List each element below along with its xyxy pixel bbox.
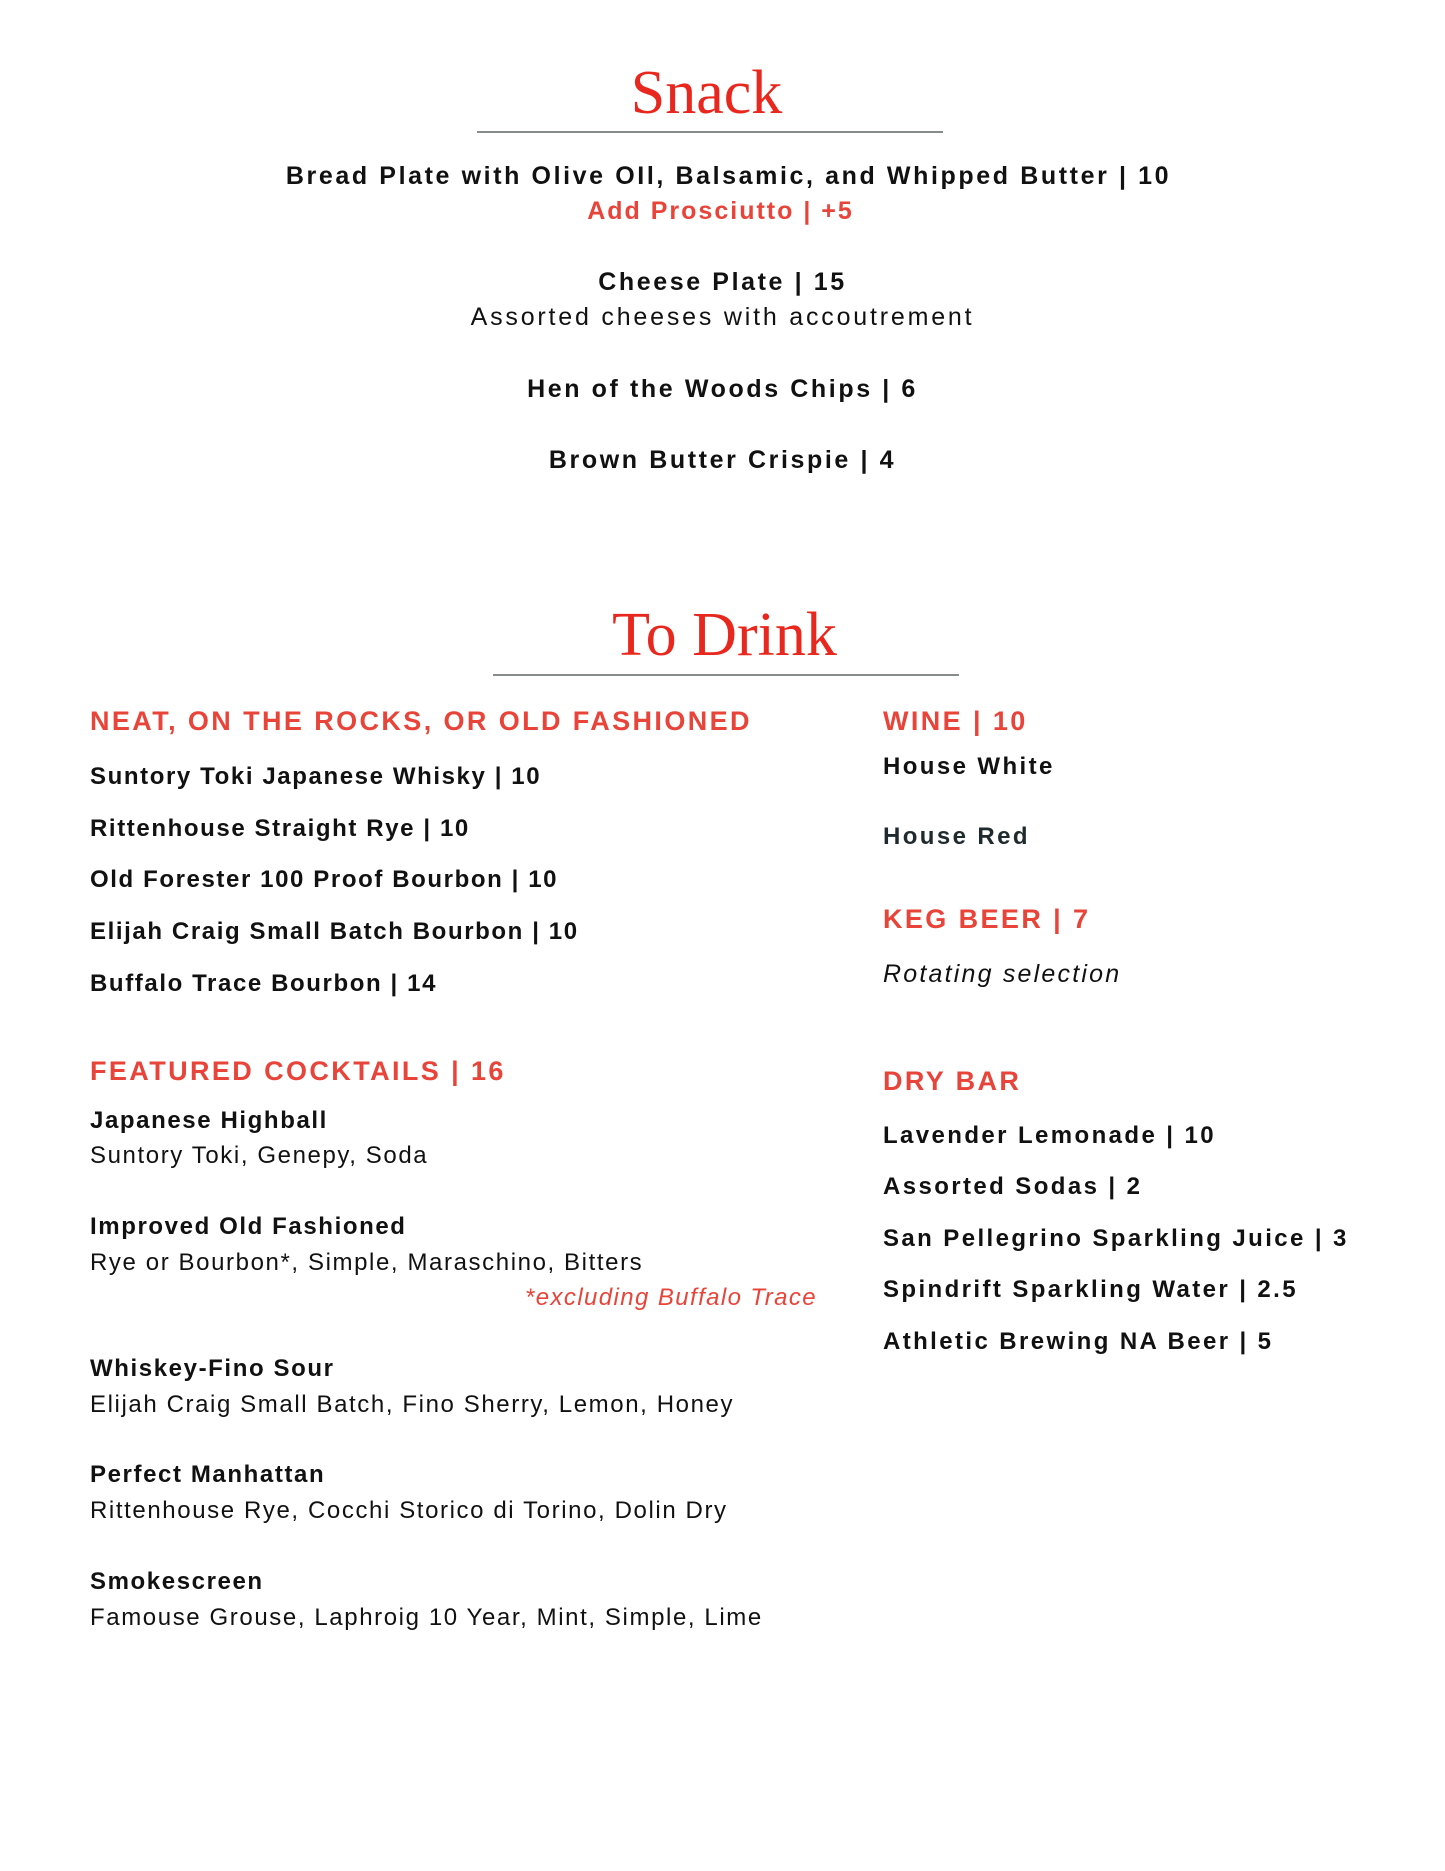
snack-addon-prosciutto: Add Prosciutto | +5 (587, 197, 854, 225)
cocktail-footnote: *excluding Buffalo Trace (525, 1284, 817, 1311)
cocktail-description: Rye or Bourbon*, Simple, Maraschino, Bitters (90, 1249, 644, 1276)
snack-item-brown-butter-crispie: Brown Butter Crispie | 4 (548, 446, 897, 474)
drink-divider (493, 674, 959, 676)
cocktail-description: Rittenhouse Rye, Cocchi Storico di Torino, Dolin Dry (90, 1497, 728, 1524)
cocktail-description: Elijah Craig Small Batch, Fino Sherry, Lemon, Honey (90, 1391, 735, 1418)
section-heading-cocktails: FEATURED COCKTAILS | 16 (90, 1056, 506, 1086)
keg-beer-description: Rotating selection (883, 960, 1122, 988)
dry-bar-item: Athletic Brewing NA Beer | 5 (883, 1328, 1274, 1355)
snack-item-cheese-plate: Cheese Plate | 15 (598, 268, 847, 296)
cocktail-description: Famouse Grouse, Laphroig 10 Year, Mint, Simple, Lime (90, 1604, 763, 1631)
snack-desc-cheese-plate: Assorted cheeses with accoutrement (470, 303, 975, 331)
dry-bar-item: Spindrift Sparkling Water | 2.5 (883, 1276, 1298, 1303)
cocktail-name: Smokescreen (90, 1568, 264, 1595)
cocktail-name: Improved Old Fashioned (90, 1213, 407, 1240)
section-heading-neat: NEAT, ON THE ROCKS, OR OLD FASHIONED (90, 706, 752, 736)
neat-item: Rittenhouse Straight Rye | 10 (90, 815, 470, 842)
drink-title: To Drink (612, 601, 837, 669)
section-heading-wine: WINE | 10 (883, 706, 1028, 736)
cocktail-name: Perfect Manhattan (90, 1461, 326, 1488)
cocktail-name: Japanese Highball (90, 1107, 328, 1134)
cocktail-description: Suntory Toki, Genepy, Soda (90, 1142, 429, 1169)
snack-item-hen-chips: Hen of the Woods Chips | 6 (527, 375, 918, 403)
snack-item-bread-plate: Bread Plate with Olive OIl, Balsamic, and Whipped Butter | 10 (285, 162, 1172, 190)
cocktail-name: Whiskey-Fino Sour (90, 1355, 335, 1382)
section-heading-keg-beer: KEG BEER | 7 (883, 904, 1091, 934)
dry-bar-item: San Pellegrino Sparkling Juice | 3 (883, 1225, 1349, 1252)
dry-bar-item: Assorted Sodas | 2 (883, 1173, 1143, 1200)
wine-item: House White (883, 753, 1055, 780)
section-heading-dry-bar: DRY BAR (883, 1066, 1022, 1096)
wine-item: House Red (883, 823, 1030, 850)
snack-title: Snack (630, 59, 783, 127)
neat-item: Suntory Toki Japanese Whisky | 10 (90, 763, 542, 790)
neat-item: Old Forester 100 Proof Bourbon | 10 (90, 866, 559, 893)
snack-divider (477, 131, 943, 133)
dry-bar-item: Lavender Lemonade | 10 (883, 1122, 1216, 1149)
neat-item: Buffalo Trace Bourbon | 14 (90, 970, 438, 997)
neat-item: Elijah Craig Small Batch Bourbon | 10 (90, 918, 579, 945)
